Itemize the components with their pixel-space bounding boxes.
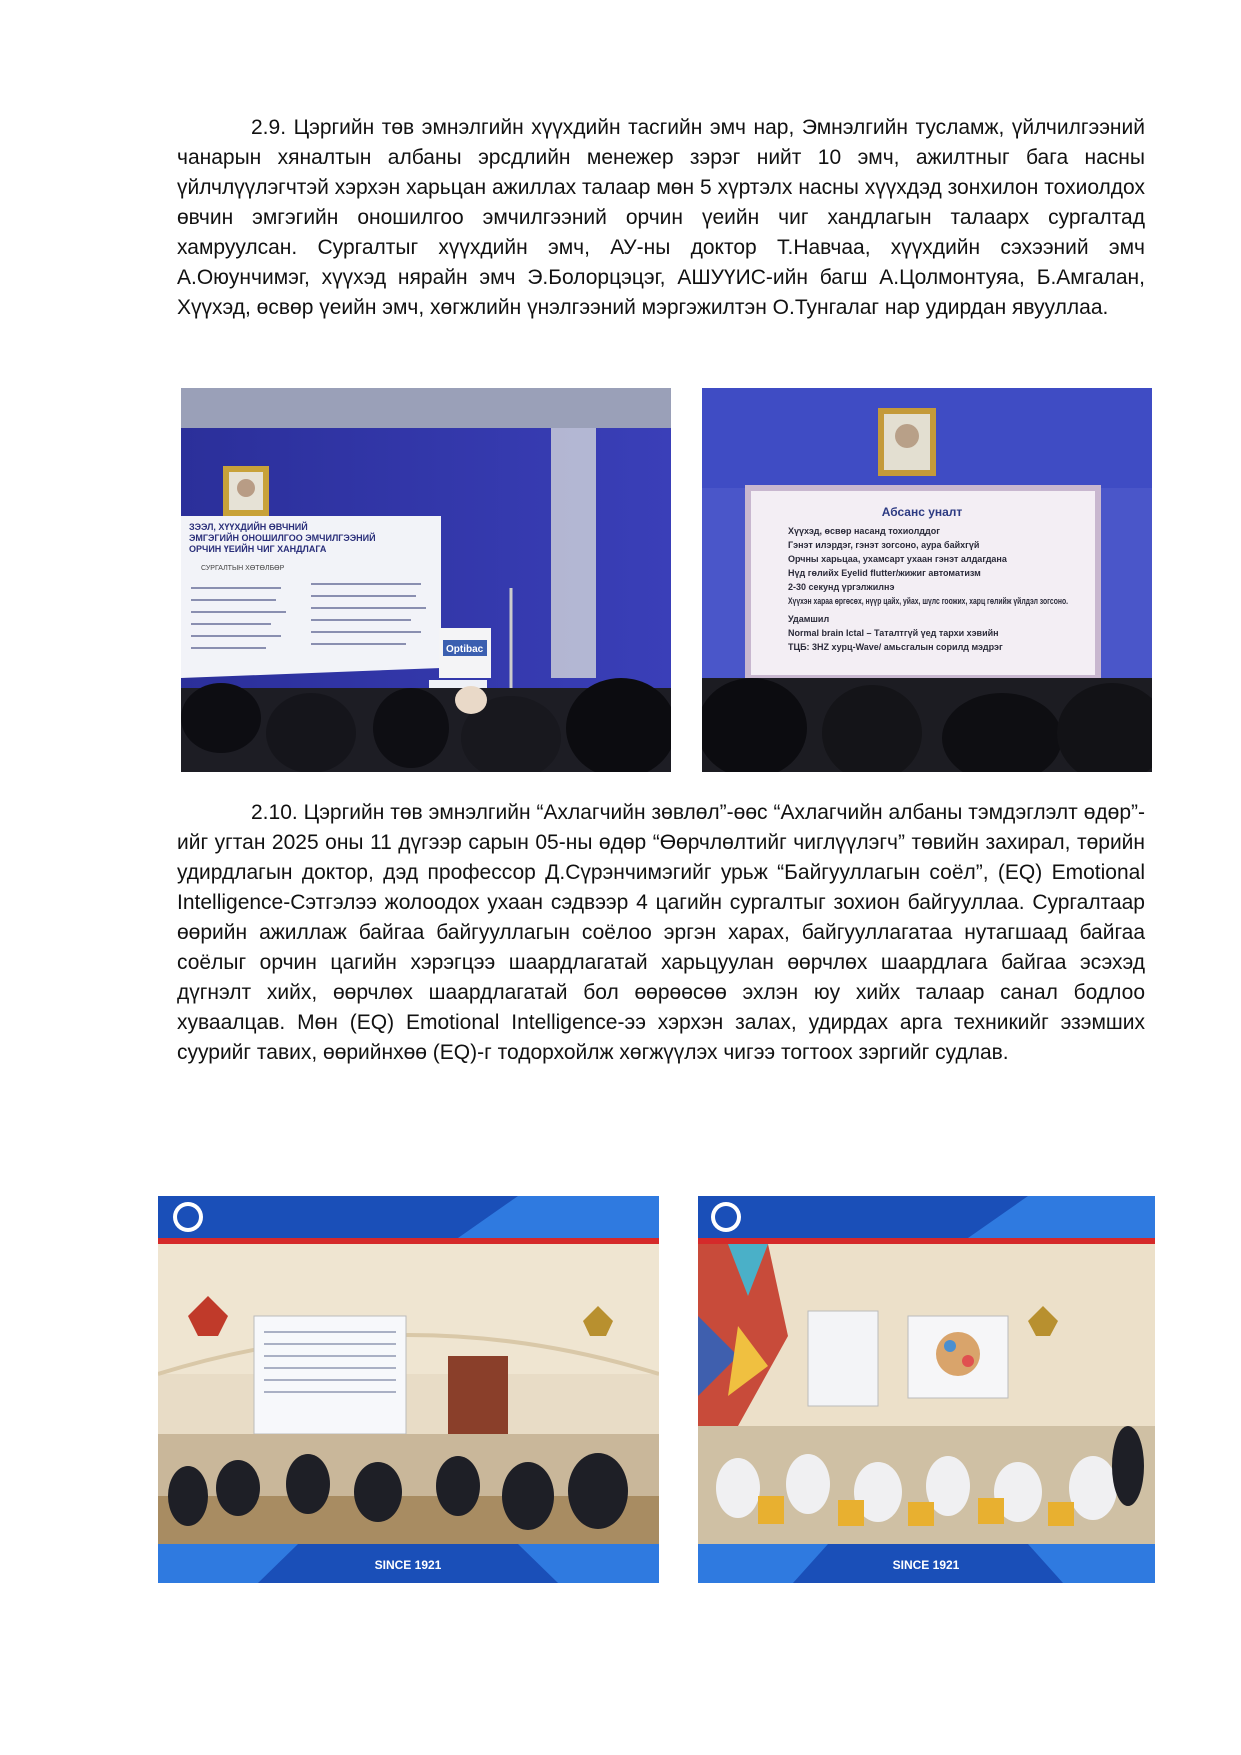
section-2-9-number: 2.9. (251, 116, 287, 139)
lecture-photo-1 (181, 388, 671, 772)
slide-title-line-1: ЗЭЭЛ, ХҮҮХДИЙН ӨВЧНИЙ (189, 522, 308, 532)
since-banner-2: SINCE 1921 (892, 1558, 960, 1572)
slide-item: Normal brain Ictal – Таталтгүй үед тархи хэвийн (788, 628, 999, 638)
section-2-10-text: Цэргийн төв эмнэлгийн “Ахлагчийн зөвлөл”-өөс “Ахлагчийн албаны тэмдэглэлт өдөр”-ийг угтан 2025 оны 11 дүгээр сарын 05-ны өдөр “Өөрчлөлтийг чиглүүлэгч” төвийн захирал, төрийн удирдлагын доктор, дэд профессор Д.Сүрэнчимэгийг урьж “Байгууллагын соёл”, (EQ) Emotional Intelligence-Сэтгэлээ жолоодох ухаан сэдвээр 4 цагийн сургалтыг зохион байгууллаа. Сургалтаар өөрийн ажиллаж байгаа байгууллагын соёлоо эргэн харах, байгууллагатаа нутагшаад байгаа соёлыг орчин цагийн хэрэгцээ шаардлагатай харьцуулан өөрчлөх шаардлага байгаа эсэхэд дүгнэлт хийх, өөрчлөх шаардлагатай бол өөрөөсөө эхлэн юу хийх талаар санал бодлоо хуваалцав. Мөн (EQ) Emotional Intelligence-ээ хэрхэн залах, удирдах арга техникийг эзэмших суурийг тавих, өөрийнхөө (EQ)-г тодорхойлж хөгжүүлэх чигээ тогтоох зэргийг судлав. (177, 801, 1145, 1064)
section-2-10-paragraph (177, 798, 1145, 1068)
section-2-9-paragraph (177, 113, 1145, 323)
training-photo-2 (698, 1196, 1155, 1583)
slide-item: Гэнэт илэрдэг, гэнэт зогсоно, аура байхгүй (788, 540, 980, 550)
slide-title-line-3: ОРЧИН ҮЕИЙН ЧИГ ХАНДЛАГА (189, 544, 327, 554)
slide-item: Орчны харьцаа, ухамсарт ухаан гэнэт алдагдана (788, 554, 1007, 564)
since-banner-1: SINCE 1921 (374, 1558, 442, 1572)
slide-item: 2-30 секунд үргэлжилнэ (788, 582, 895, 592)
slide-item: Нүд гөлийх Eyelid flutter/жижиг автоматизм (788, 568, 981, 578)
slide-title-line-2: ЭМГЭГИЙН ОНОШИЛГОО ЭМЧИЛГЭЭНИЙ (189, 533, 376, 543)
slide-item: Удамшил (788, 614, 830, 624)
product-box-label: Optibac (446, 644, 484, 655)
slide-subtitle: СУРГАЛТЫН ХӨТӨЛБӨР (201, 565, 285, 572)
slide-heading: Абсанс уналт (881, 505, 963, 519)
training-photo-1 (158, 1196, 659, 1583)
slide-item: Хүүхэд, өсвөр насанд тохиолддог (788, 526, 940, 536)
slide-item: ТЦБ: 3HZ хурц-Wave/ амьсгалын сорилд мэдрэг (788, 642, 1003, 652)
slide-item: Хүүхэн хараа өргөсөх, нүүр цайх, уйах, шүлс гоожих, харц гөлийж үйлдэл зогсоно. (788, 596, 1068, 606)
section-2-10-number: 2.10. (251, 801, 298, 824)
section-2-9-text: Цэргийн төв эмнэлгийн хүүхдийн тасгийн эмч нар, Эмнэлгийн тусламж, үйлчилгээний чанарын хяналтын албаны эрсдлийн менежер зэрэг нийт 10 эмч, ажилтныг бага насны үйлчлүүлэгчтэй хэрхэн харьцан ажиллах талаар мөн 5 хүртэлх насны хүүхдэд зонхилон тохиолдох өвчин эмгэгийн оношилгоо эмчилгээний орчин үеийн чиг хандлагын талаарх сургалтад хамруулсан. Сургалтыг хүүхдийн эмч, АУ-ны доктор Т.Навчаа, хүүхдийн сэхээний эмч А.Оюунчимэг, хүүхэд нярайн эмч Э.Болорцэцэг, АШУҮИС-ийн багш А.Цолмонтуяа, Б.Амгалан, Хүүхэд, өсвөр үеийн эмч, хөгжлийн үнэлгээний мэргэжилтэн О.Тунгалаг нар удирдан явууллаа. (177, 116, 1145, 319)
lecture-photo-2 (702, 388, 1152, 772)
